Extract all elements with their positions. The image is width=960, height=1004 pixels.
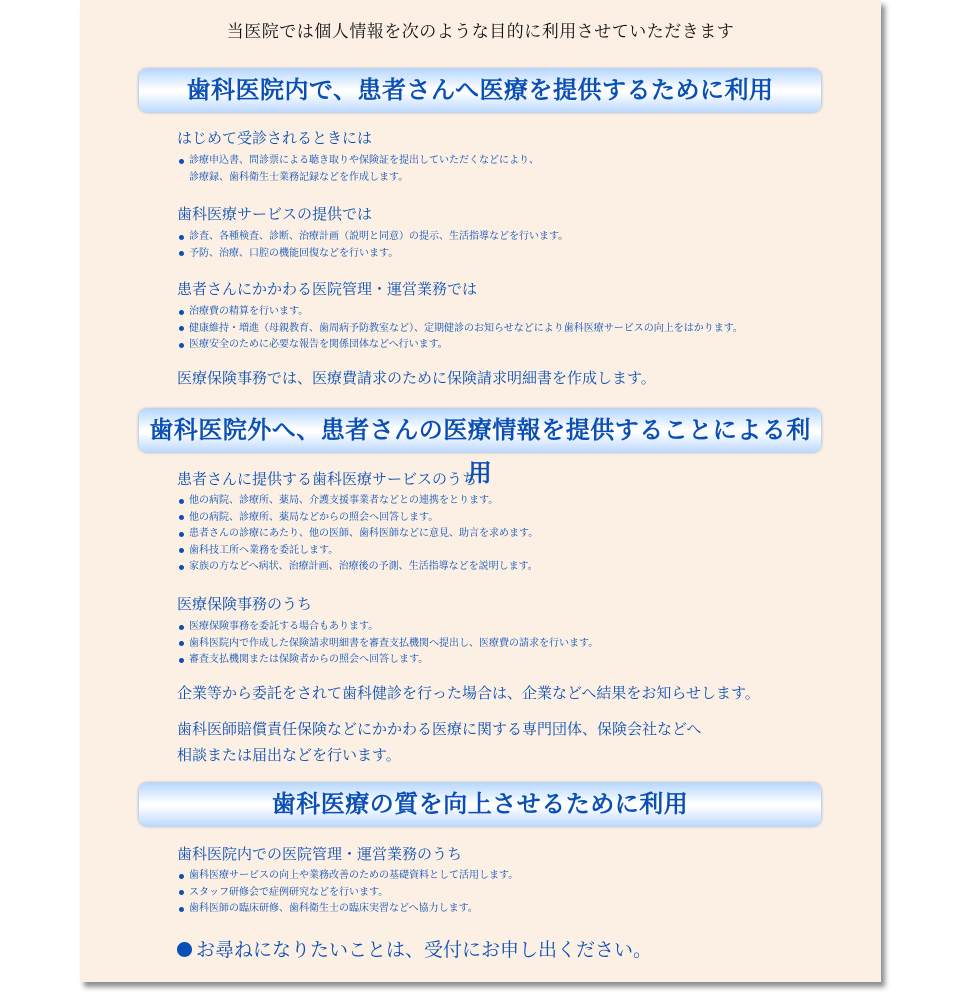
list-item: 審査支払機関または保険者からの照会へ回答します。 [177,652,598,669]
s3-group-1-list [177,868,518,918]
list-item: 家族の方などへ病状、治療計画、治療後の予測、生活指導などを説明します。 [177,559,538,576]
page-title: 当医院では個人情報を次のような目的に利用させていただきます [226,22,735,42]
list-item: 診査、各種検査、診断、治療計画（説明と同意）の提示、生活指導などを行います。 [177,229,568,246]
list-item: 歯科技工所へ業務を委託します。 [177,543,538,560]
s2-note-1: 企業等から委託をされて歯科健診を行った場合は、企業などへ結果をお知らせします。 [177,684,760,702]
footer-text: お尋ねになりたいことは、受付にお申し出ください。 [196,939,653,961]
s1-note: 医療保険事務では、医療費請求のために保険請求明細書を作成します。 [177,369,656,387]
list-item: 他の病院、診療所、薬局、介護支援事業者などとの連携をとります。 [177,493,538,510]
s1-group-2-title: 歯科医療サービスの提供では [177,205,373,223]
bullet-dot-icon [177,942,192,957]
s3-group-1-title: 歯科医院内での医院管理・運営業務のうち [177,845,463,863]
s2-group-2-list [177,619,598,669]
section-2-heading: 歯科医院外へ、患者さんの医療情報を提供することによる利用 [139,409,821,452]
list-item: 予防、治療、口腔の機能回復などを行います。 [177,246,568,263]
s2-note-2-line-2: 相談または届出などを行います。 [177,746,401,764]
list-item: 他の病院、診療所、薬局などからの照会へ回答します。 [177,510,538,527]
s1-group-1-title: はじめて受診されるときには [177,129,373,147]
list-item: 歯科医療サービスの向上や業務改善のための基礎資料として活用します。 [177,868,518,885]
list-item: 健康維持・増進（母親教育、歯周病予防教室など）、定期健診のお知らせなどにより歯科医療サービスの向上をはかります。 [177,321,743,338]
list-item: 歯科医院内で作成した保険請求明細書を審査支払機関へ提出し、医療費の請求を行います。 [177,636,598,653]
list-item: 診療申込書、問診票による聴き取りや保険証を提出していただくなどにより、 [177,153,539,170]
s2-note-2-line-1: 歯科医師賠償責任保険などにかかわる医療に関する専門団体、保険会社などへ [177,720,702,738]
s1-group-3-title: 患者さんにかかわる医院管理・運営業務では [177,280,478,298]
list-item: スタッフ研修会で症例研究などを行います。 [177,885,518,902]
list-item: 歯科医師の臨床研修、歯科衛生士の臨床実習などへ協力します。 [177,901,518,918]
s1-group-1-list [177,153,539,186]
section-3-heading: 歯科医療の質を向上させるために利用 [139,783,821,826]
s2-group-2-title: 医療保険事務のうち [177,595,313,613]
s2-group-1-list [177,493,538,576]
s1-group-3-list [177,304,743,354]
document-page [80,0,881,982]
list-item-continuation: 診療録、歯科衛生士業務記録などを作成します。 [189,171,409,183]
list-item: 医療安全のために必要な報告を関係団体などへ行います。 [177,337,743,354]
list-item: 医療保険事務を委託する場合もあります。 [177,619,598,636]
s2-group-1-title: 患者さんに提供する歯科医療サービスのうち [177,470,478,488]
section-1-heading: 歯科医院内で、患者さんへ医療を提供するために利用 [139,69,821,112]
list-item: 患者さんの診療にあたり、他の医師、歯科医師などに意見、助言を求めます。 [177,526,538,543]
s1-group-2-list [177,229,568,262]
list-item: 治療費の精算を行います。 [177,304,743,321]
footer-note [177,935,652,962]
